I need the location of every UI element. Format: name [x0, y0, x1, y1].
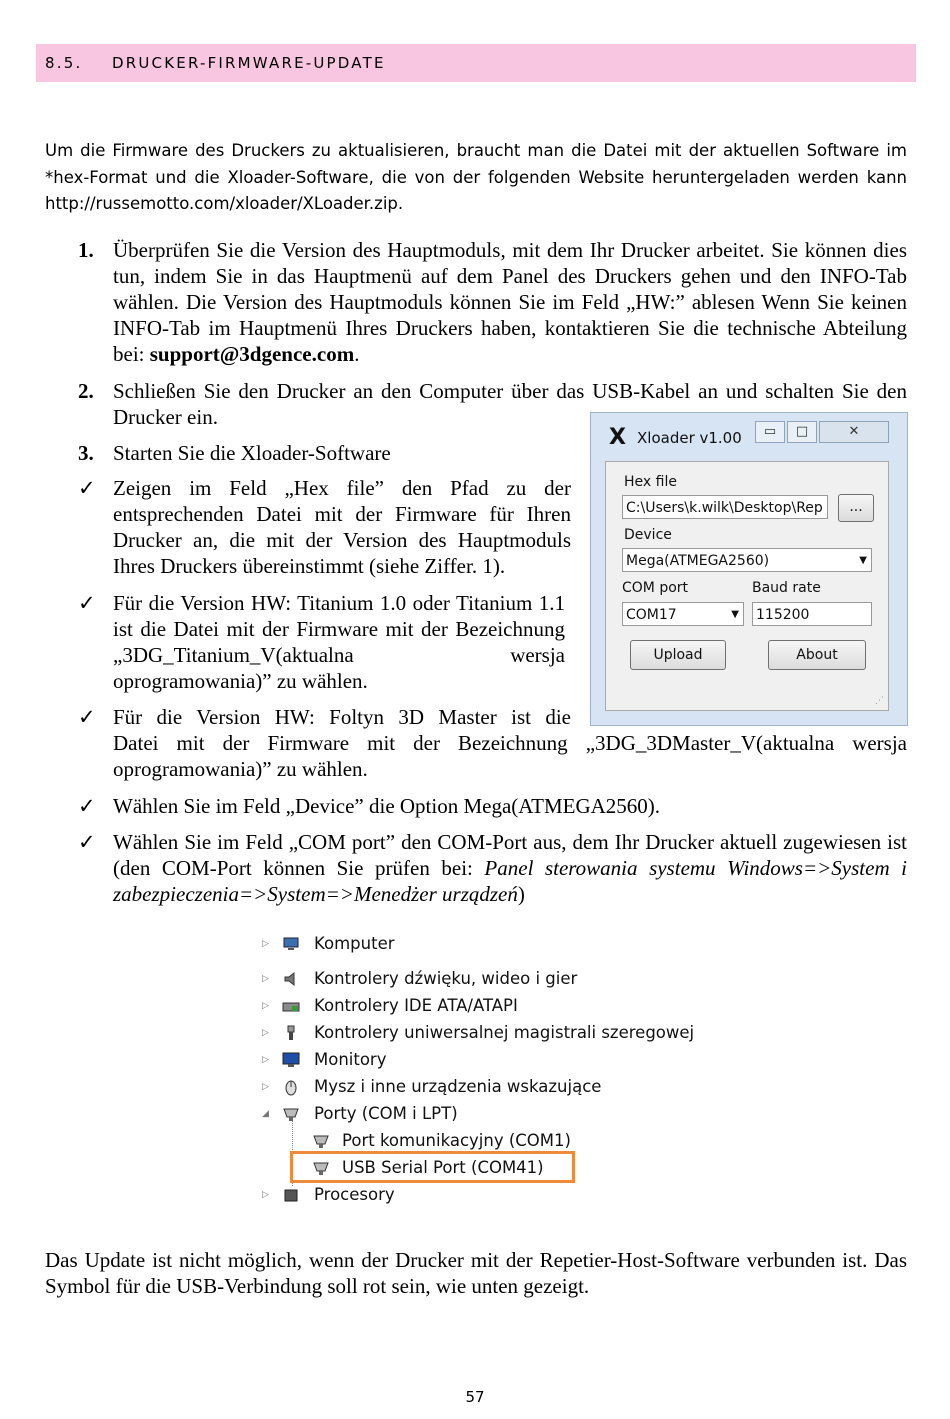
checkmark-icon: ✓: [78, 705, 96, 729]
checkmark-icon: ✓: [78, 476, 96, 500]
tree-item[interactable]: ▷ Kontrolery IDE ATA/ATAPI: [262, 993, 662, 1019]
tree-item[interactable]: ▷ Mysz i inne urządzenia wskazujące: [262, 1074, 662, 1100]
check-text: Zeigen im Feld „Hex file” den Pfad zu der entsprechenden Datei mit der Firmware für Ihren Drucker an, die mit der Version des Hauptmoduls Ihres Druckers übereinstimmt (siehe Ziffer. 1).: [113, 476, 571, 578]
collapse-arrow-icon[interactable]: ◢: [262, 1109, 269, 1119]
highlight-box: [290, 1151, 575, 1183]
support-email[interactable]: support@3dgence.com: [149, 342, 355, 366]
upload-button[interactable]: Upload: [630, 640, 726, 670]
check-text: Für die Version HW: Foltyn 3D Master ist die Datei mit der Firmware mit der Bezeichnung „3DG_3DMaster_V(aktualna wersja oprogramowania)” zu wählen.: [113, 705, 907, 781]
check-text: Wählen Sie im Feld „Device” die Option Mega(ATMEGA2560).: [113, 794, 661, 818]
xloader-title: Xloader v1.00: [637, 429, 742, 447]
processor-icon: [282, 1187, 300, 1203]
close-button[interactable]: ✕: [819, 421, 889, 443]
checkmark-icon: ✓: [78, 794, 96, 818]
check-text: Wählen Sie im Feld „COM port” den COM-Port aus, dem Ihr Drucker aktuell zugewiesen ist (den COM-Port können Sie prüfen bei: Panel sterowania systemu Windows=>System i zabezpieczenia=>System=>Menedżer urządzeń): [113, 830, 907, 906]
checkmark-icon: ✓: [78, 830, 96, 854]
section-number: 8.5.: [45, 54, 83, 72]
minimize-button[interactable]: ▭: [755, 421, 785, 443]
expand-arrow-icon[interactable]: ▷: [262, 1190, 269, 1200]
com-port-select[interactable]: COM17 ▼: [622, 602, 744, 626]
expand-arrow-icon[interactable]: ▷: [262, 1028, 269, 1038]
check-text: Für die Version HW: Titanium 1.0 oder Titanium 1.1 ist die Datei mit der Firmware mit der Bezeichnung „3DG_Titanium_V(aktualna wersja oprogramowania)” zu wählen.: [113, 591, 565, 693]
tree-item[interactable]: Port komunikacyjny (COM1): [292, 1128, 662, 1154]
closing-paragraph: Das Update ist nicht möglich, wenn der Drucker mit der Repetier-Host-Software verbunden ist. Das Symbol für die USB-Verbindung soll rot sein, wie unten gezeigt.: [45, 1248, 907, 1298]
resize-grip-icon[interactable]: ⋰: [875, 696, 884, 706]
expand-arrow-icon[interactable]: ▷: [262, 974, 269, 984]
intro-paragraph: Um die Firmware des Druckers zu aktualisieren, braucht man die Datei mit der aktuellen Software im *hex-Format und die Xloader-Software, die von der folgenden Website heruntergeladen werden kann http://russemotto.com/xloader/XLoader.zip.: [45, 141, 907, 213]
device-label: Device: [624, 527, 672, 543]
expand-arrow-icon[interactable]: ▷: [262, 1001, 269, 1011]
step-text: Schließen Sie den Drucker an den Computer über das USB-Kabel an und schalten Sie den Drucker ein.: [113, 379, 907, 429]
baud-rate-label: Baud rate: [752, 580, 821, 596]
control-panel-path: Panel sterowania systemu Windows=>System i zabezpieczenia=>System=>Menedżer urządzeń: [113, 856, 907, 906]
tree-item[interactable]: ▷ Komputer: [262, 931, 662, 957]
xloader-client-area: [605, 461, 889, 711]
xloader-window: [590, 412, 908, 726]
chevron-down-icon: ▼: [731, 609, 739, 620]
monitor-icon: [282, 1052, 300, 1068]
expand-arrow-icon[interactable]: ▷: [262, 939, 269, 949]
about-button[interactable]: About: [768, 640, 866, 670]
tree-item[interactable]: ▷ Monitory: [262, 1047, 662, 1073]
tree-item-highlighted[interactable]: USB Serial Port (COM41): [292, 1155, 662, 1181]
port-icon: [312, 1133, 330, 1149]
xloader-logo-icon: X: [609, 425, 626, 450]
computer-icon: [282, 936, 300, 952]
section-header: [36, 44, 916, 82]
checkmark-icon: ✓: [78, 591, 96, 615]
section-title: DRUCKER-FIRMWARE-UPDATE: [112, 54, 386, 72]
tree-item[interactable]: ▷ Kontrolery uniwersalnej magistrali szeregowej: [262, 1020, 682, 1046]
step-text: Starten Sie die Xloader-Software: [113, 441, 391, 465]
expand-arrow-icon[interactable]: ▷: [262, 1082, 269, 1092]
step-marker: 2.: [78, 379, 94, 403]
baud-rate-input[interactable]: 115200: [752, 602, 872, 626]
usb-plug-icon: [282, 1025, 300, 1041]
speaker-icon: [282, 971, 300, 987]
mouse-icon: [282, 1079, 300, 1095]
browse-button[interactable]: ...: [838, 494, 874, 522]
hex-file-label: Hex file: [624, 474, 677, 490]
device-select[interactable]: Mega(ATMEGA2560) ▼: [622, 548, 872, 572]
tree-item[interactable]: ▷ Kontrolery dźwięku, wideo i gier: [262, 966, 662, 992]
expand-arrow-icon[interactable]: ▷: [262, 1055, 269, 1065]
step-marker: 3.: [78, 441, 94, 465]
xloader-titlebar: [591, 413, 907, 457]
tree-item[interactable]: ▷ Procesory: [262, 1182, 662, 1208]
com-port-label: COM port: [622, 580, 689, 596]
port-icon: [282, 1106, 300, 1122]
hex-file-input[interactable]: C:\Users\k.wilk\Desktop\Rep: [622, 495, 828, 519]
step-marker: 1.: [78, 238, 94, 262]
maximize-button[interactable]: □: [787, 421, 817, 443]
tree-item[interactable]: ◢ Porty (COM i LPT): [262, 1101, 662, 1127]
page-number: 57: [465, 1388, 485, 1406]
step-text: Überprüfen Sie die Version des Hauptmoduls, mit dem Ihr Drucker arbeitet. Sie können dies tun, indem Sie in das Hauptmenü auf dem Panel des Druckers gehen und den INFO-Tab wählen. Die Version des Hauptmoduls können Sie im Feld „HW:” ablesen Wenn Sie keinen INFO-Tab im Hauptmenü Ihres Druckers haben, kontaktieren Sie die technische Abteilung bei: support@3dgence.com.: [113, 238, 907, 366]
ide-controller-icon: [282, 998, 300, 1014]
chevron-down-icon: ▼: [859, 555, 867, 566]
